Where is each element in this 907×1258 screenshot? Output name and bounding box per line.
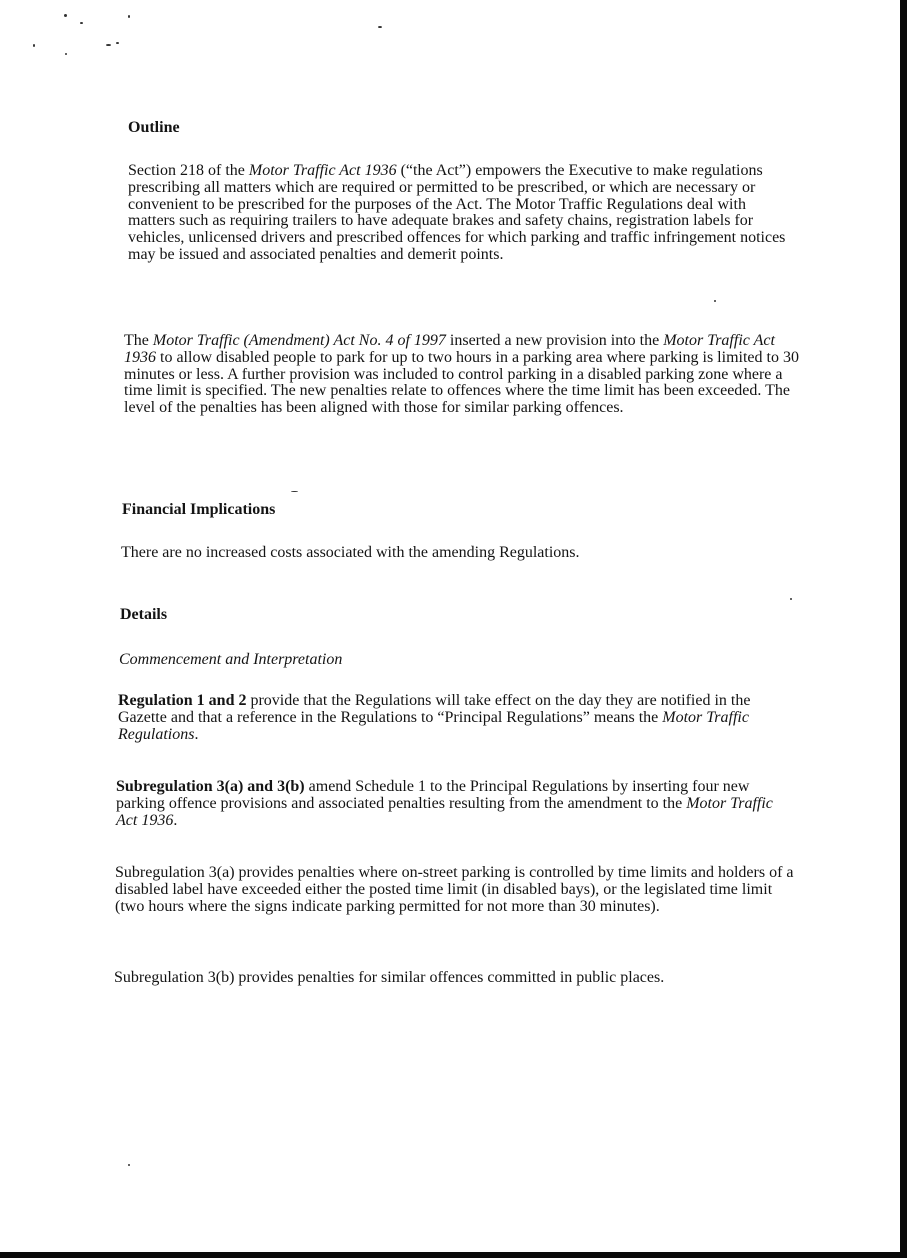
scan-speck bbox=[116, 42, 119, 44]
scan-speck bbox=[128, 1164, 130, 1166]
scan-speck bbox=[714, 300, 716, 302]
scan-speck bbox=[128, 15, 130, 18]
scan-speck bbox=[790, 598, 792, 600]
details-paragraph-regulation-1-2: Regulation 1 and 2 provide that the Regulations will take effect on the day they are notified in the Gazette and that a reference in the Regulations to “Principal Regulations” means the Motor Traffic Regulations. bbox=[118, 692, 751, 743]
section-heading-outline: Outline bbox=[128, 119, 180, 136]
scan-speck bbox=[64, 14, 67, 17]
section-heading-financial: Financial Implications bbox=[122, 501, 276, 518]
outline-paragraph-2: The Motor Traffic (Amendment) Act No. 4 of 1997 inserted a new provision into the Motor Traffic Act 1936 to allow disabled people to park for up to two hours in a parking area where parking is limited to 30 minutes or less. A further provision was included to control parking in a disabled parking zone where a time limit is specified. The new penalties relate to offences where the time limit has been exceeded. The level of the penalties has been aligned with those for similar parking offences. bbox=[124, 332, 799, 417]
financial-paragraph: There are no increased costs associated with the amending Regulations. bbox=[121, 544, 580, 561]
details-paragraph-subregulation-3a: Subregulation 3(a) provides penalties where on-street parking is controlled by time limits and holders of a disabled label have exceeded either the posted time limit (in disabled bays), or the legislated time limit (two hours where the signs indicate parking permitted for not more than 30 minutes). bbox=[115, 864, 794, 915]
scan-speck bbox=[378, 26, 382, 28]
outline-paragraph-1: Section 218 of the Motor Traffic Act 1936 (“the Act”) empowers the Executive to make regulations prescribing all matters which are required or permitted to be prescribed, or which are necessary or convenient to be prescribed for the purposes of the Act. The Motor Traffic Regulations deal with matters such as requiring trailers to have adequate brakes and safety chains, registration labels for vehicles, unlicensed drivers and prescribed offences for which parking and traffic infringement notices may be issued and associated penalties and demerit points. bbox=[128, 162, 786, 263]
scan-speck bbox=[106, 44, 111, 46]
scan-speck bbox=[80, 22, 83, 24]
scan-speck bbox=[65, 53, 67, 55]
scan-border-bottom bbox=[0, 1252, 907, 1258]
subheading-commencement: Commencement and Interpretation bbox=[119, 651, 343, 668]
details-paragraph-subregulation-3b: Subregulation 3(b) provides penalties for similar offences committed in public places. bbox=[114, 969, 665, 986]
details-paragraph-subregulation-3: Subregulation 3(a) and 3(b) amend Schedule 1 to the Principal Regulations by inserting four new parking offence provisions and associated penalties resulting from the amendment to the Motor Traffic Act 1936. bbox=[116, 778, 773, 829]
section-heading-details: Details bbox=[120, 606, 168, 623]
scan-border-right bbox=[900, 0, 907, 1258]
scan-speck bbox=[291, 491, 298, 492]
scan-speck bbox=[33, 44, 35, 47]
